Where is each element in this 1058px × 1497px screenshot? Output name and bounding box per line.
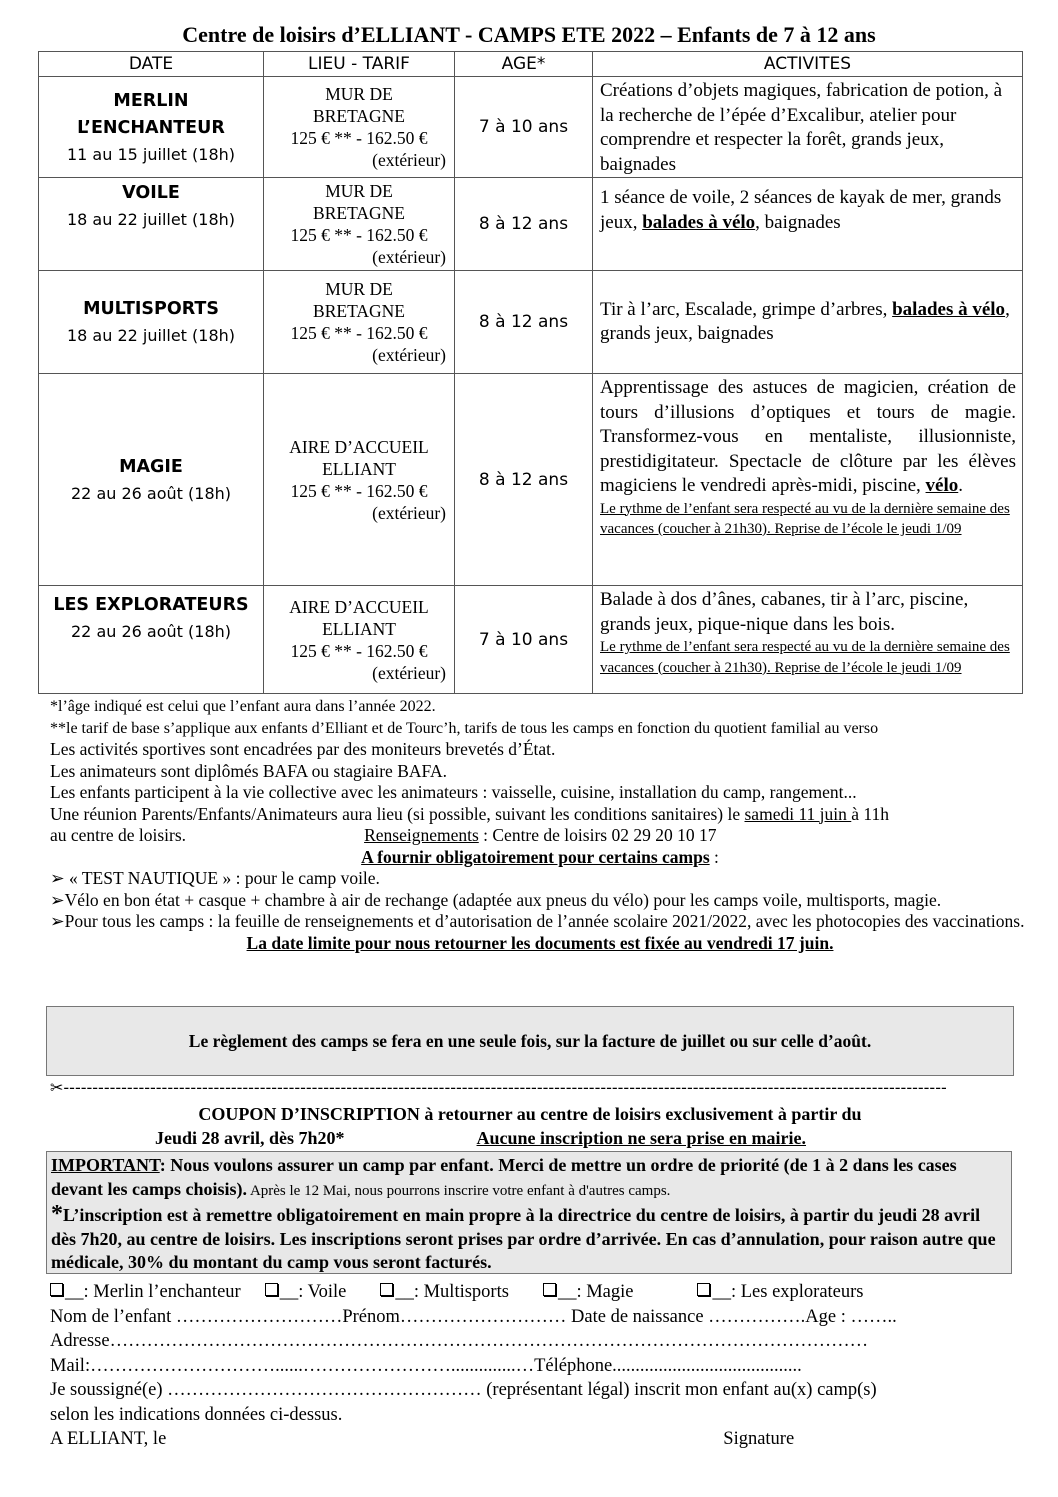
activites-text: 1 séance de voile, 2 séances de kayak de mer, grands jeux, [600, 187, 1002, 233]
cell-activites [593, 586, 1023, 694]
cell-age: 8 à 12 ans [455, 374, 593, 586]
coupon-title: COUPON D’INSCRIPTION à retourner au centre de loisirs exclusivement à partir du [198, 1104, 862, 1124]
deadline: La date limite pour nous retourner les documents est fixée au vendredi 17 juin. [246, 932, 834, 953]
fournir-item: ➢Vélo en bon état + casque + chambre à air de rechange (adaptée aux pneus du vélo) pour les camps voile, multisports, magie. [50, 889, 942, 910]
note-line: Les enfants participent à la vie collective avec les animateurs : vaisselle, cuisine, installation du camp, rangement... [50, 782, 857, 802]
checkbox-multisports[interactable] [380, 1283, 393, 1296]
important-text: : Nous voulons assurer un camp par enfant. Merci de mettre un ordre de priorité (de 1 à 2 dans les cases devant les camps choisis). [51, 1155, 957, 1199]
nom-field[interactable]: Nom de l’enfant ………………………Prénom……………………… Date de naissance …………….Age : …….. [50, 1306, 897, 1327]
checkbox-voile[interactable] [265, 1283, 278, 1296]
camps-table [38, 51, 1023, 694]
cell-activites [593, 271, 1023, 374]
important-para [51, 1154, 1007, 1203]
tarif-ext: (extérieur) [372, 662, 446, 683]
table-header-row [39, 52, 1023, 77]
lieu-line2: ELLIANT [322, 618, 396, 639]
choice-label: __: Voile [279, 1282, 347, 1302]
coupon-mairie: Aucune inscription ne sera prise en mairie. [476, 1128, 807, 1148]
page-title: Centre de loisirs d’ELLIANT - CAMPS ETE 2022 – Enfants de 7 à 12 ans [182, 22, 876, 47]
camp-choices [50, 1280, 1030, 1305]
activites-text: Balade à dos d’ânes, cabanes, tir à l’arc, piscine, grands jeux, pique-nique dans les bois. [600, 589, 969, 635]
fournir-item: ➢Pour tous les camps : la feuille de renseignements et d’autorisation de l’année scolaire 2021/2022, avec les photocopies des vaccinations. [50, 911, 1025, 931]
reunion-date: samedi 11 juin [744, 803, 852, 824]
activites-highlight: vélo [925, 475, 959, 496]
tarif: 125 € ** - 162.50 € [290, 128, 428, 148]
camp-dates: 11 au 15 juillet (18h) [66, 144, 236, 164]
lieu-line2: BRETAGNE [313, 301, 405, 321]
important-para2 [51, 1203, 1007, 1275]
activites-highlight: balades à vélo [642, 211, 756, 233]
checkbox-merlin[interactable] [50, 1283, 63, 1296]
lieu-line2: BRETAGNE [313, 203, 405, 223]
cell-date [39, 178, 264, 271]
col-header-lieu: LIEU - TARIF [264, 52, 455, 77]
checkbox-explorateurs[interactable] [697, 1283, 710, 1296]
adresse-field[interactable]: Adresse…………………………………………………………………………………………………………… [50, 1331, 869, 1351]
camp-dates: 22 au 26 août (18h) [71, 483, 231, 503]
renseignements-label: Renseignements [364, 825, 479, 845]
important-small: Après le 12 Mai, nous pourrons inscrire votre enfant à d'autres camps. [247, 1182, 671, 1199]
lieu-line1: MUR DE [325, 181, 393, 201]
rythme-note: Le rythme de l’enfant sera respecté au vu de la dernière semaine des vacances (coucher à 21h30). Reprise de l’école le jeudi 1/09 [600, 639, 1010, 676]
fournir-colon: : [709, 846, 719, 867]
camp-dates: 18 au 22 juillet (18h) [66, 326, 236, 345]
activites-text-end: . [958, 475, 964, 496]
reunion-place: au centre de loisirs. [50, 825, 187, 845]
choice-label: __: Multisports [395, 1282, 509, 1302]
important-box [46, 1151, 1012, 1274]
col-header-age: AGE* [455, 52, 593, 77]
coupon-line2 [50, 1126, 1030, 1150]
age-note: *l’âge indiqué est celui que l’enfant aura dans l’année 2022. [50, 698, 436, 715]
cell-date [39, 77, 264, 178]
activites-text: Apprentissage des astuces de magicien, création de tours d’illusions d’optiques et tours de magie. Transformez-vous en mentaliste, illusionniste, prestidigitateur. Spectacle de clôture par les élèves magiciens le vendredi après-midi, piscine, [600, 377, 1016, 496]
note-line: Les activités sportives sont encadrées par des moniteurs brevetés d’État. [50, 739, 556, 759]
cell-age: 8 à 12 ans [455, 271, 593, 374]
camp-dates: 18 au 22 juillet (18h) [66, 210, 236, 229]
tarif: 125 € ** - 162.50 € [290, 323, 428, 343]
lieu-line1: AIRE D’ACCUEIL [289, 436, 429, 457]
lieu-signature-line [50, 1427, 1030, 1452]
cell-activites [593, 374, 1023, 586]
camp-name-line2: L’ENCHANTEUR [77, 117, 225, 138]
renseignements-text: : Centre de loisirs 02 29 20 10 17 [478, 825, 717, 845]
selon-line: selon les indications données ci-dessus. [50, 1404, 343, 1425]
tarif: 125 € ** - 162.50 € [290, 480, 428, 501]
lieu-line2: ELLIANT [322, 458, 396, 479]
lieu-line2: BRETAGNE [313, 106, 405, 126]
asterisk: * [51, 1201, 63, 1227]
camp-dates: 22 au 26 août (18h) [71, 622, 231, 641]
cut-line: ✂--------------------------------------------------------------------------------------------------------------------------------------------------------- [50, 1078, 947, 1097]
signature-label: Signature [723, 1429, 795, 1449]
inscription-form [50, 1280, 1030, 1452]
col-header-activites: ACTIVITES [593, 52, 1023, 77]
table-row [39, 586, 1023, 694]
activites-text: Créations d’objets magiques, fabrication de potion, à la recherche de l’épée d’Excalibur, atelier pour comprendre et respecter la forêt, grands jeux, baignades [600, 80, 1003, 175]
cell-date [39, 586, 264, 694]
camp-name: VOILE [122, 183, 180, 203]
mail-field[interactable]: Mail:…………………………......……………………..............…Téléphone......................................... [50, 1355, 802, 1376]
table-row [39, 178, 1023, 271]
tarif-ext: (extérieur) [372, 150, 446, 170]
reunion-time: à 11h [851, 803, 890, 824]
fournir-title: A fournir obligatoirement pour certains camps [361, 846, 710, 867]
tarif-ext: (extérieur) [372, 247, 446, 267]
lieu-date-field[interactable]: A ELLIANT, le [50, 1429, 167, 1449]
important-label: IMPORTANT [51, 1155, 160, 1175]
lieu-line1: MUR DE [325, 279, 393, 299]
note-line: Les animateurs sont diplômés BAFA ou stagiaire BAFA. [50, 760, 447, 781]
coupon-heading [50, 1102, 1030, 1150]
table-row [39, 271, 1023, 374]
notes-section [50, 696, 1030, 954]
tarif: 125 € ** - 162.50 € [290, 225, 428, 245]
fournir-heading [50, 847, 1030, 869]
reunion-line [50, 804, 1030, 826]
tarif-note: **le tarif de base s’applique aux enfants d’Elliant et de Tourc’h, tarifs de tous les camps en fonction du quotient familial au verso [50, 719, 879, 737]
renseignements-line [50, 825, 1030, 847]
cell-lieu [264, 271, 455, 374]
choice-label: __: Merlin l’enchanteur [65, 1282, 241, 1302]
cell-lieu [264, 374, 455, 586]
inscription-text: L’inscription est à remettre obligatoirement en main propre à la directrice du centre de loisirs, à partir du jeudi 28 avril dès 7h20, au centre de loisirs. Les inscriptions seront prises par ordre d’arrivée. En cas d’annulation, pour raison autre que médicale, 30% du montant du camp vous seront facturés. [51, 1205, 996, 1272]
activites-text-end: , baignades [755, 211, 841, 233]
tarif: 125 € ** - 162.50 € [290, 640, 428, 661]
cell-date [39, 271, 264, 374]
activites-highlight: balades à vélo [892, 298, 1006, 320]
cell-age: 7 à 10 ans [455, 586, 593, 694]
table-row [39, 77, 1023, 178]
lieu-line1: MUR DE [325, 84, 393, 104]
cell-lieu [264, 586, 455, 694]
table-row [39, 374, 1023, 586]
soussigne-field[interactable]: Je soussigné(e) …………………………………………… (représentant légal) inscrit mon enfant au(x) camp(s) [50, 1380, 877, 1400]
coupon-date: Jeudi 28 avril, dès 7h20* [155, 1128, 345, 1148]
cell-activites [593, 178, 1023, 271]
camp-name: MAGIE [119, 456, 183, 477]
cell-lieu [264, 178, 455, 271]
fournir-item: ➢ « TEST NAUTIQUE » : pour le camp voile. [50, 868, 380, 888]
choice-label: __: Magie [557, 1282, 634, 1302]
choice-label: __: Les explorateurs [712, 1282, 864, 1302]
cell-age: 7 à 10 ans [455, 77, 593, 178]
reglement-text: Le règlement des camps se fera en une seule fois, sur la facture de juillet ou sur celle d’août. [188, 1030, 872, 1051]
tarif-ext: (extérieur) [372, 345, 446, 365]
cell-lieu [264, 77, 455, 178]
cell-age: 8 à 12 ans [455, 178, 593, 271]
lieu-line1: AIRE D’ACCUEIL [289, 596, 429, 617]
col-header-date: DATE [39, 52, 264, 77]
camp-name: MULTISPORTS [83, 299, 219, 319]
cell-date [39, 374, 264, 586]
reglement-box [46, 1006, 1014, 1076]
activites-text-end: , grands jeux, baignades [600, 298, 1010, 344]
activites-text: Tir à l’arc, Escalade, grimpe d’arbres, [600, 298, 893, 320]
tarif-ext: (extérieur) [372, 502, 446, 523]
rythme-note: Le rythme de l’enfant sera respecté au vu de la dernière semaine des vacances (coucher à 21h30). Reprise de l’école le jeudi 1/09 [600, 500, 1010, 537]
cell-activites [593, 77, 1023, 178]
checkbox-magie[interactable] [543, 1283, 556, 1296]
reunion-text: Une réunion Parents/Enfants/Animateurs aura lieu (si possible, suivant les conditions sanitaires) le [50, 803, 745, 824]
camp-name: LES EXPLORATEURS [53, 595, 249, 615]
camp-name: MERLIN [113, 90, 189, 111]
